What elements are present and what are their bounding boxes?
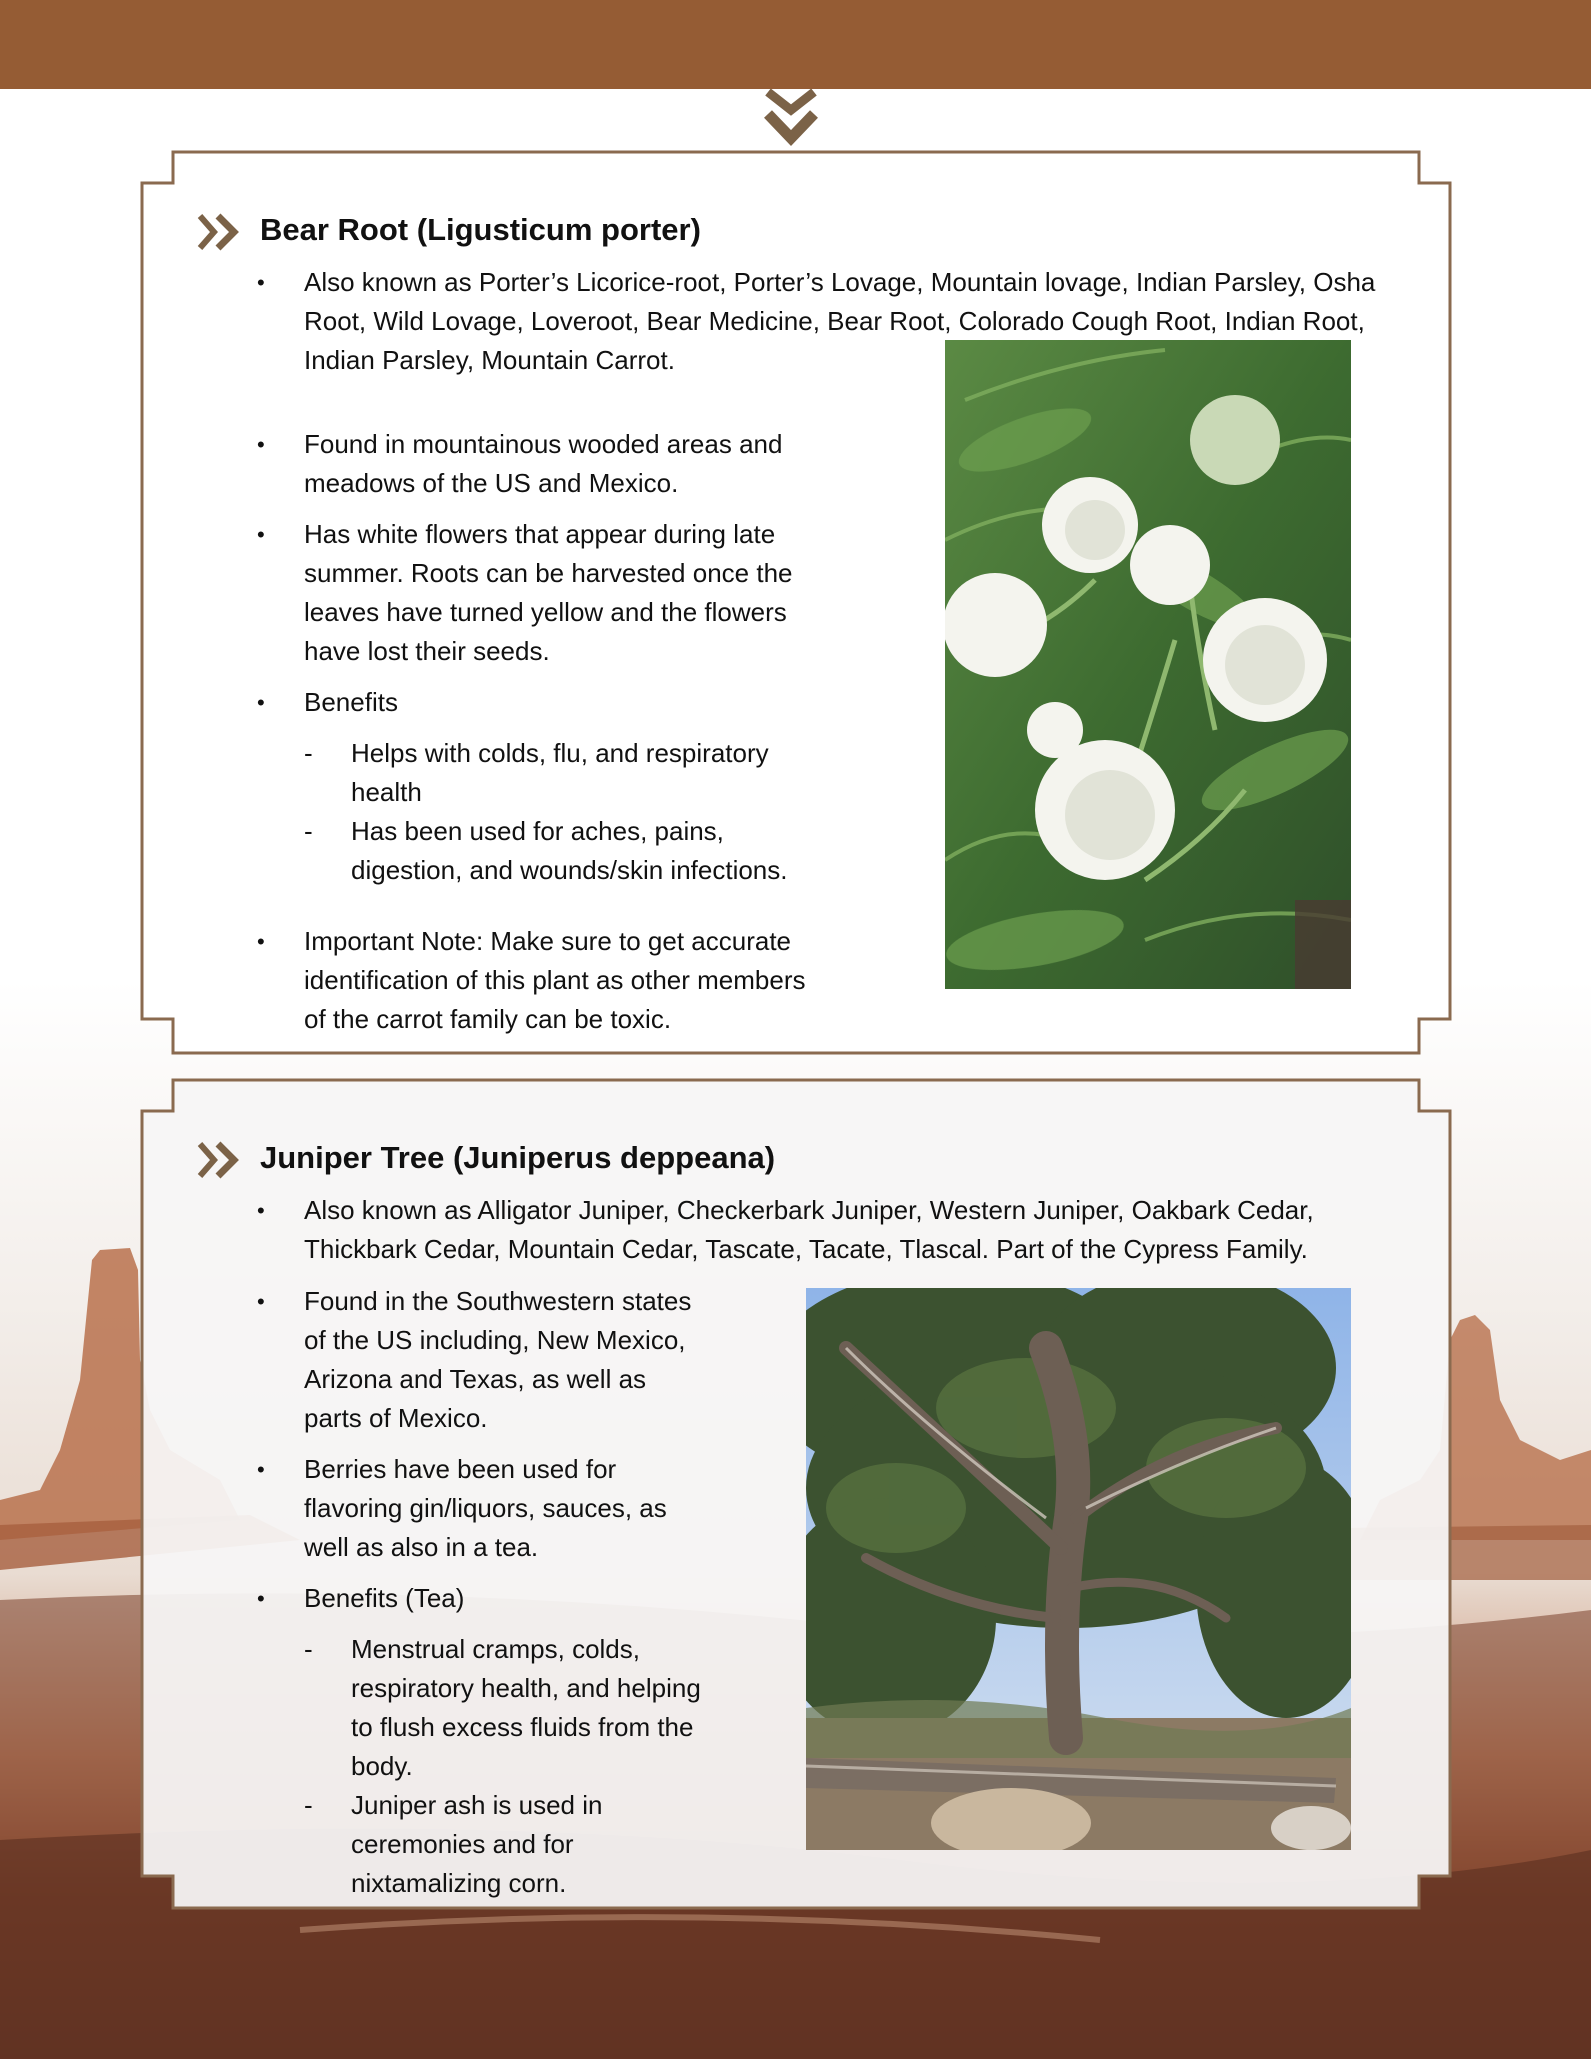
bullet-text: Found in the Southwestern states of the US including, New Mexico, Arizona and Texas, as well as parts of Mexico. xyxy=(304,1286,692,1433)
bullet-text: Berries have been used for flavoring gin/liquors, sauces, as well as also in a tea. xyxy=(304,1454,667,1562)
bullet-text: Important Note: Make sure to get accurate identification of this plant as other members of the carrot family can be toxic. xyxy=(304,926,806,1034)
bullet-flowers xyxy=(257,515,827,671)
top-band xyxy=(0,0,1591,89)
bullet-benefits xyxy=(257,683,827,890)
benefits-list xyxy=(257,734,827,890)
double-arrow-icon xyxy=(194,210,244,254)
bullet-text: Also known as Alligator Juniper, Checkerbark Juniper, Western Juniper, Oakbark Cedar, Thickbark Cedar, Mountain Cedar, Tascate, Tacate, Tlascal. Part of the Cypress Family. xyxy=(304,1195,1314,1264)
bullet-note xyxy=(257,922,827,1039)
bear-root-photo xyxy=(945,340,1351,989)
bullet-habitat xyxy=(257,425,827,503)
bear-root-details xyxy=(257,425,827,1051)
juniper-details xyxy=(257,1282,707,1915)
bullet-text: Found in mountainous wooded areas and meadows of the US and Mexico. xyxy=(304,429,783,498)
section-title: Bear Root (Ligusticum porter) xyxy=(260,212,701,247)
bullet-text: Benefits xyxy=(304,687,398,717)
bullet-habitat xyxy=(257,1282,707,1438)
benefit-item: - Juniper ash is used in ceremonies and for nixtamalizing corn. xyxy=(304,1786,707,1903)
bullet-benefits xyxy=(257,1579,707,1903)
benefits-list xyxy=(257,1630,707,1903)
bullet-text: Has white flowers that appear during late summer. Roots can be harvested once the leaves have turned yellow and the flowers have lost their seeds. xyxy=(304,519,793,666)
benefit-item: - Has been used for aches, pains, digestion, and wounds/skin infections. xyxy=(304,812,827,890)
benefit-item: - Menstrual cramps, colds, respiratory health, and helping to flush excess fluids from the body. xyxy=(304,1630,707,1786)
bullet-text: Benefits (Tea) xyxy=(304,1583,465,1613)
bullet-aliases xyxy=(257,1191,1384,1269)
bullet-text: Also known as Porter’s Licorice-root, Porter’s Lovage, Mountain lovage, Indian Parsley, Osha Root, Wild Lovage, Loveroot, Bear Medicine, Bear Root, Colorado Cough Root, Indian Root, Indian Parsley, Mountain Carrot. xyxy=(304,267,1376,375)
double-arrow-icon xyxy=(194,1138,244,1182)
bullet-berries xyxy=(257,1450,707,1567)
juniper-photo xyxy=(806,1288,1351,1850)
section-title: Juniper Tree (Juniperus deppeana) xyxy=(260,1140,776,1175)
benefit-item: - Helps with colds, flu, and respiratory health xyxy=(304,734,827,812)
double-chevron-down-icon xyxy=(758,88,824,154)
juniper-facts xyxy=(257,1191,1382,1281)
